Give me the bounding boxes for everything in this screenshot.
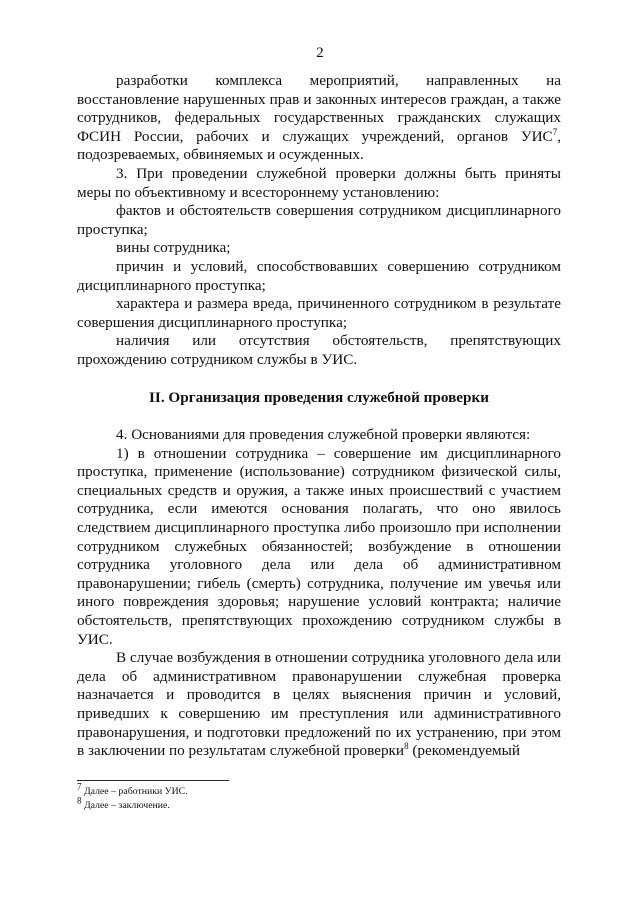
document-body — [77, 72, 561, 761]
footnote-8 — [77, 795, 170, 811]
paragraph-measures — [77, 72, 561, 165]
paragraph-circumstances: наличия или отсутствия обстоятельств, препятствующих прохождению сотрудником службы в УИС. — [77, 332, 561, 368]
footnote-7 — [77, 781, 188, 797]
paragraph-text: разработки комплекса мероприятий, направленных на восстановление нарушенных прав и законных интересов граждан, а также сотрудников, федеральных государственных гражданских служащих ФСИН России, рабочих и служащих учреждений, органов УИС — [77, 72, 561, 145]
paragraph-causes: причин и условий, способствовавших совершению сотрудником дисциплинарного проступка; — [77, 257, 561, 294]
paragraph-item-3: 3. При проведении служебной проверки должны быть приняты меры по объективному и всестороннему установлению: — [77, 164, 561, 201]
paragraph-guilt: вины сотрудника; — [116, 239, 231, 257]
footnote-ref: 8 — [404, 741, 409, 752]
section-heading: II. Организация проведения служебной проверки — [149, 388, 489, 406]
footnote-mark: 7 — [77, 781, 82, 792]
footnote-text: Далее – работники УИС. — [81, 786, 188, 797]
paragraph-harm: характера и размера вреда, причиненного сотрудником в результате совершения дисциплинарного проступка; — [77, 295, 561, 331]
paragraph-subitem-1: 1) в отношении сотрудника – совершение им дисциплинарного проступка, применение (использование) сотрудником физической силы, специальных средств и оружия, а также иных происшествий с участием сотрудника, если имеются основания полагать, что оно явилось следствием дисциплинарного проступка либо произошло при исполнении сотрудником служебных обязанностей; возбуждение в отношении сотрудника уголовного дела или дела об административном правонарушении; гибель (смерть) сотрудника, получение им увечья или иного повреждения здоровья; нарушение условий контракта; наличие обстоятельств, препятствующих прохождению сотрудником службы в УИС. — [77, 444, 561, 648]
paragraph-text-tail: (рекомендуемый — [408, 742, 520, 760]
paragraph-criminal-case — [77, 649, 561, 761]
paragraph-item-4: 4. Основаниями для проведения служебной проверки являются: — [116, 426, 531, 444]
paragraph-facts: фактов и обстоятельств совершения сотрудником дисциплинарного проступка; — [77, 202, 561, 238]
footnote-ref: 7 — [552, 126, 558, 137]
footnote-mark: 8 — [77, 795, 82, 806]
footnote-text: Далее – заключение. — [81, 800, 170, 811]
page-number: 2 — [316, 45, 324, 61]
paragraph-text-tail: , подозреваемых, обвиняемых и осужденных. — [77, 127, 561, 164]
footnote-divider — [77, 780, 229, 781]
paragraph-text: В случае возбуждения в отношении сотрудника уголовного дела или дела об административном правонарушении служебная проверка назначается и проводится в целях выяснения причин и условий, приведших к совершению им преступления или административного правонарушения, и подготовки предложений по их устранению, при этом в заключении по результатам служебной проверки — [77, 649, 561, 760]
